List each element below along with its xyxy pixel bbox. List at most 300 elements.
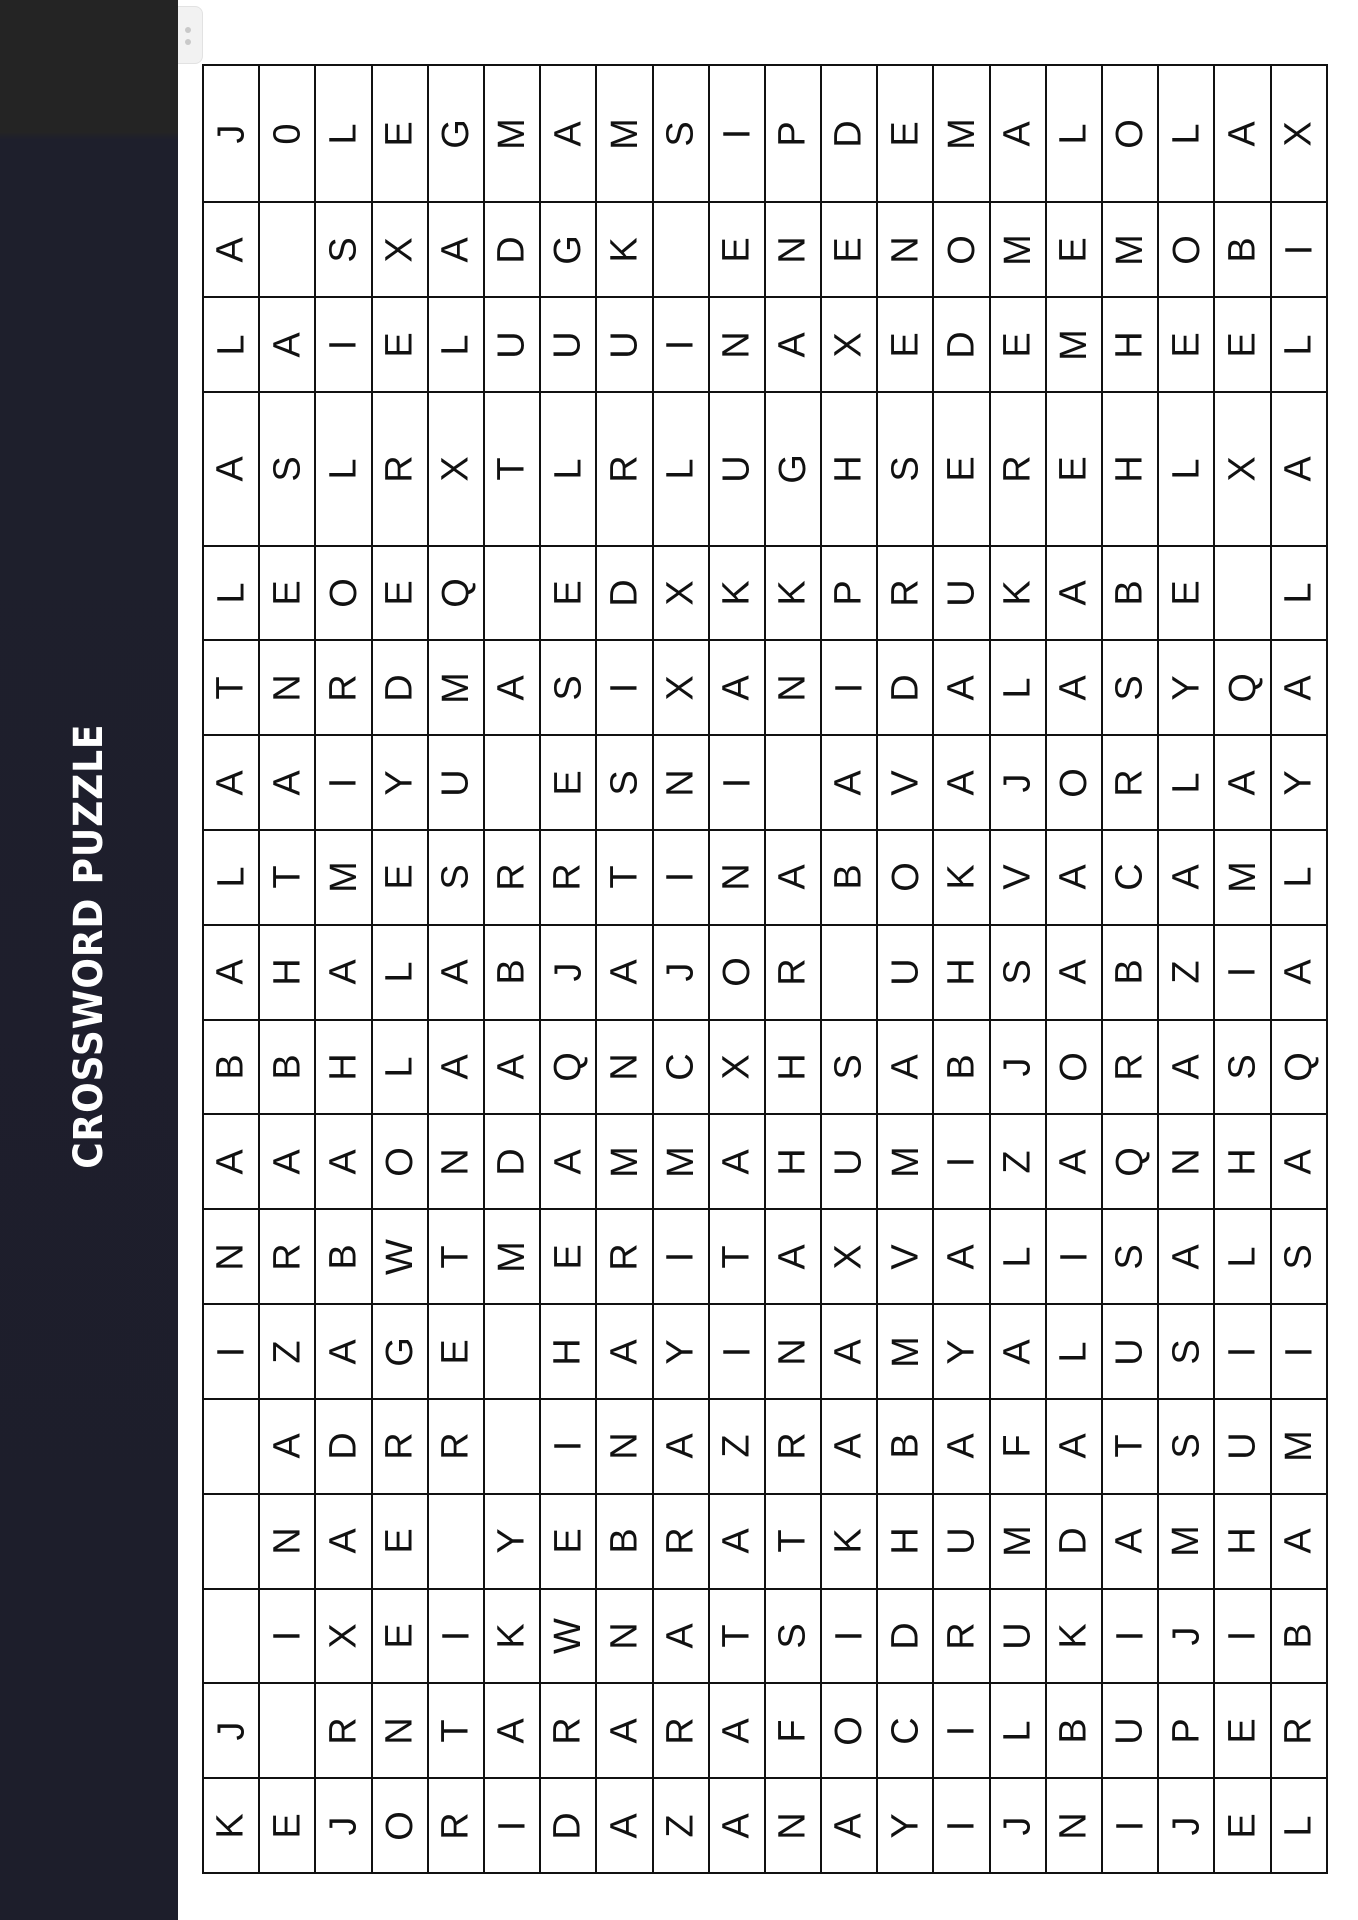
grid-cell[interactable]: [315, 925, 371, 1020]
grid-cell[interactable]: [653, 830, 709, 925]
grid-cell[interactable]: [596, 735, 652, 830]
grid-cell[interactable]: [540, 546, 596, 641]
grid-cell[interactable]: [428, 202, 484, 297]
grid-cell[interactable]: [933, 392, 989, 546]
grid-cell[interactable]: [372, 640, 428, 735]
grid-cell[interactable]: [990, 1304, 1046, 1399]
grid-cell[interactable]: [540, 392, 596, 546]
grid-cell[interactable]: [933, 297, 989, 392]
grid-cell[interactable]: [877, 1209, 933, 1304]
grid-cell[interactable]: [1271, 1209, 1327, 1304]
grid-cell[interactable]: [203, 65, 259, 202]
grid-cell[interactable]: [821, 1494, 877, 1589]
grid-cell[interactable]: [653, 1020, 709, 1115]
grid-cell[interactable]: [990, 297, 1046, 392]
grid-cell[interactable]: [596, 1020, 652, 1115]
grid-cell[interactable]: [1102, 1304, 1158, 1399]
grid-cell[interactable]: [877, 735, 933, 830]
grid-cell[interactable]: [877, 546, 933, 641]
grid-cell[interactable]: [1271, 65, 1327, 202]
grid-cell[interactable]: [372, 392, 428, 546]
grid-cell[interactable]: [1271, 1683, 1327, 1778]
grid-cell[interactable]: [709, 392, 765, 546]
grid-cell[interactable]: [484, 1114, 540, 1209]
grid-cell[interactable]: [877, 1778, 933, 1873]
grid-cell[interactable]: [428, 65, 484, 202]
grid-cell[interactable]: [484, 1494, 540, 1589]
grid-cell[interactable]: [596, 640, 652, 735]
grid-cell[interactable]: [653, 925, 709, 1020]
grid-cell[interactable]: [653, 297, 709, 392]
grid-cell[interactable]: [1271, 546, 1327, 641]
grid-cell[interactable]: [596, 202, 652, 297]
grid-cell[interactable]: [877, 1494, 933, 1589]
grid-cell[interactable]: [821, 1114, 877, 1209]
grid-cell[interactable]: [765, 1494, 821, 1589]
grid-cell[interactable]: [1046, 65, 1102, 202]
grid-cell[interactable]: [1158, 1020, 1214, 1115]
grid-cell[interactable]: [315, 1114, 371, 1209]
grid-cell[interactable]: [315, 392, 371, 546]
grid-cell[interactable]: [821, 925, 877, 1020]
grid-cell[interactable]: [990, 65, 1046, 202]
grid-cell[interactable]: [1271, 202, 1327, 297]
grid-cell[interactable]: [372, 925, 428, 1020]
grid-cell[interactable]: [933, 1209, 989, 1304]
grid-cell[interactable]: [1214, 1020, 1270, 1115]
grid-cell[interactable]: [315, 1209, 371, 1304]
grid-cell[interactable]: [653, 1778, 709, 1873]
grid-cell[interactable]: [1271, 925, 1327, 1020]
grid-cell[interactable]: [709, 830, 765, 925]
grid-cell[interactable]: [540, 1589, 596, 1684]
drag-handle[interactable]: [178, 6, 203, 64]
grid-cell[interactable]: [1214, 1683, 1270, 1778]
grid-cell[interactable]: [1046, 1304, 1102, 1399]
grid-cell[interactable]: [1271, 1589, 1327, 1684]
grid-cell[interactable]: [821, 640, 877, 735]
grid-cell[interactable]: [428, 1114, 484, 1209]
grid-cell[interactable]: [428, 546, 484, 641]
grid-cell[interactable]: [372, 1304, 428, 1399]
grid-cell[interactable]: [1046, 392, 1102, 546]
grid-cell[interactable]: [540, 1209, 596, 1304]
grid-cell[interactable]: [653, 1209, 709, 1304]
grid-cell[interactable]: [709, 925, 765, 1020]
grid-cell[interactable]: [428, 1683, 484, 1778]
grid-cell[interactable]: [428, 297, 484, 392]
grid-cell[interactable]: [540, 830, 596, 925]
grid-cell[interactable]: [203, 202, 259, 297]
grid-cell[interactable]: [933, 1114, 989, 1209]
grid-cell[interactable]: [203, 1020, 259, 1115]
grid-cell[interactable]: [1102, 830, 1158, 925]
grid-cell[interactable]: [990, 1020, 1046, 1115]
grid-cell[interactable]: [877, 392, 933, 546]
grid-cell[interactable]: [540, 925, 596, 1020]
grid-cell[interactable]: [428, 925, 484, 1020]
grid-cell[interactable]: [484, 640, 540, 735]
grid-cell[interactable]: [1271, 1020, 1327, 1115]
grid-cell[interactable]: [1158, 1209, 1214, 1304]
grid-cell[interactable]: [709, 640, 765, 735]
grid-cell[interactable]: [1102, 297, 1158, 392]
grid-cell[interactable]: [259, 65, 315, 202]
grid-cell[interactable]: [596, 392, 652, 546]
grid-cell[interactable]: [990, 925, 1046, 1020]
grid-cell[interactable]: [1046, 925, 1102, 1020]
grid-cell[interactable]: [821, 735, 877, 830]
grid-cell[interactable]: [1102, 1114, 1158, 1209]
grid-cell[interactable]: [259, 735, 315, 830]
grid-cell[interactable]: [933, 640, 989, 735]
grid-cell[interactable]: [596, 1589, 652, 1684]
grid-cell[interactable]: [1158, 1494, 1214, 1589]
grid-cell[interactable]: [653, 546, 709, 641]
grid-cell[interactable]: [372, 830, 428, 925]
grid-cell[interactable]: [372, 1589, 428, 1684]
grid-cell[interactable]: [933, 1020, 989, 1115]
grid-cell[interactable]: [484, 297, 540, 392]
grid-cell[interactable]: [1214, 1304, 1270, 1399]
grid-cell[interactable]: [1271, 392, 1327, 546]
grid-cell[interactable]: [203, 1683, 259, 1778]
grid-cell[interactable]: [821, 297, 877, 392]
grid-cell[interactable]: [596, 830, 652, 925]
grid-cell[interactable]: [259, 925, 315, 1020]
grid-cell[interactable]: [596, 546, 652, 641]
grid-cell[interactable]: [1102, 1589, 1158, 1684]
grid-cell[interactable]: [428, 735, 484, 830]
grid-cell[interactable]: [540, 1399, 596, 1494]
grid-cell[interactable]: [653, 640, 709, 735]
grid-cell[interactable]: [990, 1114, 1046, 1209]
grid-cell[interactable]: [1158, 1399, 1214, 1494]
grid-cell[interactable]: [372, 1020, 428, 1115]
grid-cell[interactable]: [933, 1778, 989, 1873]
grid-cell[interactable]: [1046, 1114, 1102, 1209]
grid-cell[interactable]: [1158, 830, 1214, 925]
grid-cell[interactable]: [821, 1304, 877, 1399]
grid-cell[interactable]: [1158, 65, 1214, 202]
grid-cell[interactable]: [1214, 65, 1270, 202]
grid-cell[interactable]: [372, 65, 428, 202]
grid-cell[interactable]: [1158, 640, 1214, 735]
grid-cell[interactable]: [372, 202, 428, 297]
grid-cell[interactable]: [709, 1209, 765, 1304]
grid-cell[interactable]: [1158, 1589, 1214, 1684]
grid-cell[interactable]: [1102, 1778, 1158, 1873]
grid-cell[interactable]: [1102, 546, 1158, 641]
grid-cell[interactable]: [1102, 1399, 1158, 1494]
grid-cell[interactable]: [596, 1494, 652, 1589]
grid-cell[interactable]: [1102, 392, 1158, 546]
grid-cell[interactable]: [709, 1114, 765, 1209]
grid-cell[interactable]: [933, 1304, 989, 1399]
grid-cell[interactable]: [315, 1778, 371, 1873]
grid-cell[interactable]: [990, 392, 1046, 546]
grid-cell[interactable]: [484, 1020, 540, 1115]
grid-cell[interactable]: [315, 1020, 371, 1115]
grid-cell[interactable]: [1102, 65, 1158, 202]
grid-cell[interactable]: [877, 65, 933, 202]
grid-cell[interactable]: [596, 925, 652, 1020]
grid-cell[interactable]: [203, 392, 259, 546]
grid-cell[interactable]: [428, 1304, 484, 1399]
grid-cell[interactable]: [259, 1683, 315, 1778]
grid-cell[interactable]: [1271, 1304, 1327, 1399]
grid-cell[interactable]: [1158, 392, 1214, 546]
grid-cell[interactable]: [1271, 830, 1327, 925]
grid-cell[interactable]: [1158, 925, 1214, 1020]
grid-cell[interactable]: [315, 1589, 371, 1684]
grid-cell[interactable]: [596, 65, 652, 202]
grid-cell[interactable]: [1102, 1020, 1158, 1115]
grid-cell[interactable]: [1214, 202, 1270, 297]
grid-cell[interactable]: [484, 1399, 540, 1494]
grid-cell[interactable]: [372, 1399, 428, 1494]
grid-cell[interactable]: [653, 65, 709, 202]
grid-cell[interactable]: [1046, 1020, 1102, 1115]
grid-cell[interactable]: [990, 1209, 1046, 1304]
grid-cell[interactable]: [315, 297, 371, 392]
grid-cell[interactable]: [1158, 1114, 1214, 1209]
grid-cell[interactable]: [540, 65, 596, 202]
grid-cell[interactable]: [428, 830, 484, 925]
grid-cell[interactable]: [1214, 1778, 1270, 1873]
grid-cell[interactable]: [484, 546, 540, 641]
grid-cell[interactable]: [765, 1683, 821, 1778]
grid-cell[interactable]: [1046, 1778, 1102, 1873]
grid-cell[interactable]: [1271, 1114, 1327, 1209]
grid-cell[interactable]: [821, 202, 877, 297]
grid-cell[interactable]: [372, 735, 428, 830]
grid-cell[interactable]: [315, 1304, 371, 1399]
grid-cell[interactable]: [877, 925, 933, 1020]
grid-cell[interactable]: [653, 1399, 709, 1494]
grid-cell[interactable]: [315, 830, 371, 925]
grid-cell[interactable]: [596, 1683, 652, 1778]
grid-cell[interactable]: [765, 1114, 821, 1209]
grid-cell[interactable]: [203, 1494, 259, 1589]
grid-cell[interactable]: [259, 1778, 315, 1873]
grid-cell[interactable]: [259, 297, 315, 392]
grid-cell[interactable]: [428, 1589, 484, 1684]
grid-cell[interactable]: [709, 65, 765, 202]
grid-cell[interactable]: [1046, 1494, 1102, 1589]
grid-cell[interactable]: [203, 735, 259, 830]
grid-cell[interactable]: [1102, 640, 1158, 735]
grid-cell[interactable]: [877, 830, 933, 925]
grid-cell[interactable]: [1271, 735, 1327, 830]
grid-cell[interactable]: [259, 1494, 315, 1589]
grid-cell[interactable]: [709, 1683, 765, 1778]
grid-cell[interactable]: [1214, 1494, 1270, 1589]
grid-cell[interactable]: [428, 1020, 484, 1115]
grid-cell[interactable]: [484, 1304, 540, 1399]
grid-cell[interactable]: [765, 1778, 821, 1873]
grid-cell[interactable]: [1046, 1683, 1102, 1778]
grid-cell[interactable]: [1158, 735, 1214, 830]
grid-cell[interactable]: [1214, 1209, 1270, 1304]
grid-cell[interactable]: [596, 297, 652, 392]
grid-cell[interactable]: [1046, 546, 1102, 641]
grid-cell[interactable]: [203, 640, 259, 735]
grid-cell[interactable]: [259, 202, 315, 297]
grid-cell[interactable]: [877, 1304, 933, 1399]
grid-cell[interactable]: [877, 1589, 933, 1684]
grid-cell[interactable]: [1046, 1589, 1102, 1684]
grid-cell[interactable]: [765, 1399, 821, 1494]
grid-cell[interactable]: [1271, 640, 1327, 735]
grid-cell[interactable]: [821, 1020, 877, 1115]
grid-cell[interactable]: [877, 202, 933, 297]
grid-cell[interactable]: [428, 1494, 484, 1589]
grid-cell[interactable]: [765, 830, 821, 925]
grid-cell[interactable]: [596, 1209, 652, 1304]
grid-cell[interactable]: [372, 546, 428, 641]
grid-cell[interactable]: [1046, 640, 1102, 735]
grid-cell[interactable]: [540, 1114, 596, 1209]
grid-cell[interactable]: [933, 202, 989, 297]
grid-cell[interactable]: [1214, 1114, 1270, 1209]
grid-cell[interactable]: [1214, 1589, 1270, 1684]
grid-cell[interactable]: [1158, 1304, 1214, 1399]
grid-cell[interactable]: [203, 925, 259, 1020]
grid-cell[interactable]: [821, 1399, 877, 1494]
grid-cell[interactable]: [372, 1778, 428, 1873]
grid-cell[interactable]: [933, 65, 989, 202]
grid-cell[interactable]: [203, 546, 259, 641]
grid-cell[interactable]: [259, 1114, 315, 1209]
grid-cell[interactable]: [990, 1399, 1046, 1494]
grid-cell[interactable]: [709, 1589, 765, 1684]
grid-cell[interactable]: [259, 546, 315, 641]
grid-cell[interactable]: [372, 1683, 428, 1778]
grid-cell[interactable]: [990, 1589, 1046, 1684]
grid-cell[interactable]: [203, 1114, 259, 1209]
grid-cell[interactable]: [653, 202, 709, 297]
grid-cell[interactable]: [484, 1589, 540, 1684]
grid-cell[interactable]: [821, 546, 877, 641]
grid-cell[interactable]: [203, 1304, 259, 1399]
grid-cell[interactable]: [765, 1020, 821, 1115]
grid-cell[interactable]: [653, 1114, 709, 1209]
grid-cell[interactable]: [203, 1589, 259, 1684]
grid-cell[interactable]: [933, 925, 989, 1020]
grid-cell[interactable]: [315, 1494, 371, 1589]
grid-cell[interactable]: [484, 830, 540, 925]
grid-cell[interactable]: [315, 546, 371, 641]
grid-cell[interactable]: [709, 1494, 765, 1589]
grid-cell[interactable]: [1102, 1209, 1158, 1304]
grid-cell[interactable]: [315, 640, 371, 735]
grid-cell[interactable]: [428, 392, 484, 546]
grid-cell[interactable]: [765, 65, 821, 202]
grid-cell[interactable]: [259, 392, 315, 546]
grid-cell[interactable]: [484, 392, 540, 546]
grid-cell[interactable]: [821, 1209, 877, 1304]
grid-cell[interactable]: [484, 1778, 540, 1873]
grid-cell[interactable]: [990, 1778, 1046, 1873]
grid-cell[interactable]: [933, 1589, 989, 1684]
grid-cell[interactable]: [933, 1399, 989, 1494]
grid-cell[interactable]: [653, 1304, 709, 1399]
grid-cell[interactable]: [1271, 297, 1327, 392]
grid-cell[interactable]: [1214, 735, 1270, 830]
grid-cell[interactable]: [1102, 925, 1158, 1020]
grid-cell[interactable]: [540, 1304, 596, 1399]
grid-cell[interactable]: [933, 735, 989, 830]
grid-cell[interactable]: [540, 202, 596, 297]
grid-cell[interactable]: [1214, 925, 1270, 1020]
grid-cell[interactable]: [1271, 1399, 1327, 1494]
grid-cell[interactable]: [990, 830, 1046, 925]
grid-cell[interactable]: [1214, 640, 1270, 735]
grid-cell[interactable]: [877, 1114, 933, 1209]
grid-cell[interactable]: [540, 297, 596, 392]
grid-cell[interactable]: [765, 546, 821, 641]
grid-cell[interactable]: [653, 1683, 709, 1778]
grid-cell[interactable]: [933, 1683, 989, 1778]
grid-cell[interactable]: [877, 297, 933, 392]
grid-cell[interactable]: [540, 1778, 596, 1873]
grid-cell[interactable]: [428, 1778, 484, 1873]
grid-cell[interactable]: [990, 202, 1046, 297]
grid-cell[interactable]: [1158, 546, 1214, 641]
grid-cell[interactable]: [315, 1683, 371, 1778]
grid-cell[interactable]: [1046, 1399, 1102, 1494]
grid-cell[interactable]: [990, 640, 1046, 735]
grid-cell[interactable]: [540, 735, 596, 830]
grid-cell[interactable]: [1046, 830, 1102, 925]
grid-cell[interactable]: [765, 925, 821, 1020]
grid-cell[interactable]: [315, 735, 371, 830]
grid-cell[interactable]: [1102, 1683, 1158, 1778]
grid-cell[interactable]: [259, 1304, 315, 1399]
grid-cell[interactable]: [203, 1778, 259, 1873]
grid-cell[interactable]: [259, 1399, 315, 1494]
grid-cell[interactable]: [315, 202, 371, 297]
grid-cell[interactable]: [540, 640, 596, 735]
grid-cell[interactable]: [484, 1209, 540, 1304]
grid-cell[interactable]: [1158, 202, 1214, 297]
grid-cell[interactable]: [203, 1209, 259, 1304]
grid-cell[interactable]: [1158, 1683, 1214, 1778]
grid-cell[interactable]: [709, 1778, 765, 1873]
grid-cell[interactable]: [877, 1020, 933, 1115]
grid-cell[interactable]: [821, 1589, 877, 1684]
grid-cell[interactable]: [933, 830, 989, 925]
grid-cell[interactable]: [1214, 546, 1270, 641]
grid-cell[interactable]: [484, 65, 540, 202]
grid-cell[interactable]: [596, 1778, 652, 1873]
grid-cell[interactable]: [933, 1494, 989, 1589]
grid-cell[interactable]: [821, 830, 877, 925]
grid-cell[interactable]: [653, 1589, 709, 1684]
grid-cell[interactable]: [990, 1494, 1046, 1589]
grid-cell[interactable]: [484, 1683, 540, 1778]
grid-cell[interactable]: [372, 1494, 428, 1589]
grid-cell[interactable]: [765, 1304, 821, 1399]
grid-cell[interactable]: [259, 1020, 315, 1115]
grid-cell[interactable]: [203, 1399, 259, 1494]
grid-cell[interactable]: [428, 1209, 484, 1304]
grid-cell[interactable]: [1102, 735, 1158, 830]
grid-cell[interactable]: [765, 297, 821, 392]
grid-cell[interactable]: [709, 1304, 765, 1399]
grid-cell[interactable]: [428, 1399, 484, 1494]
